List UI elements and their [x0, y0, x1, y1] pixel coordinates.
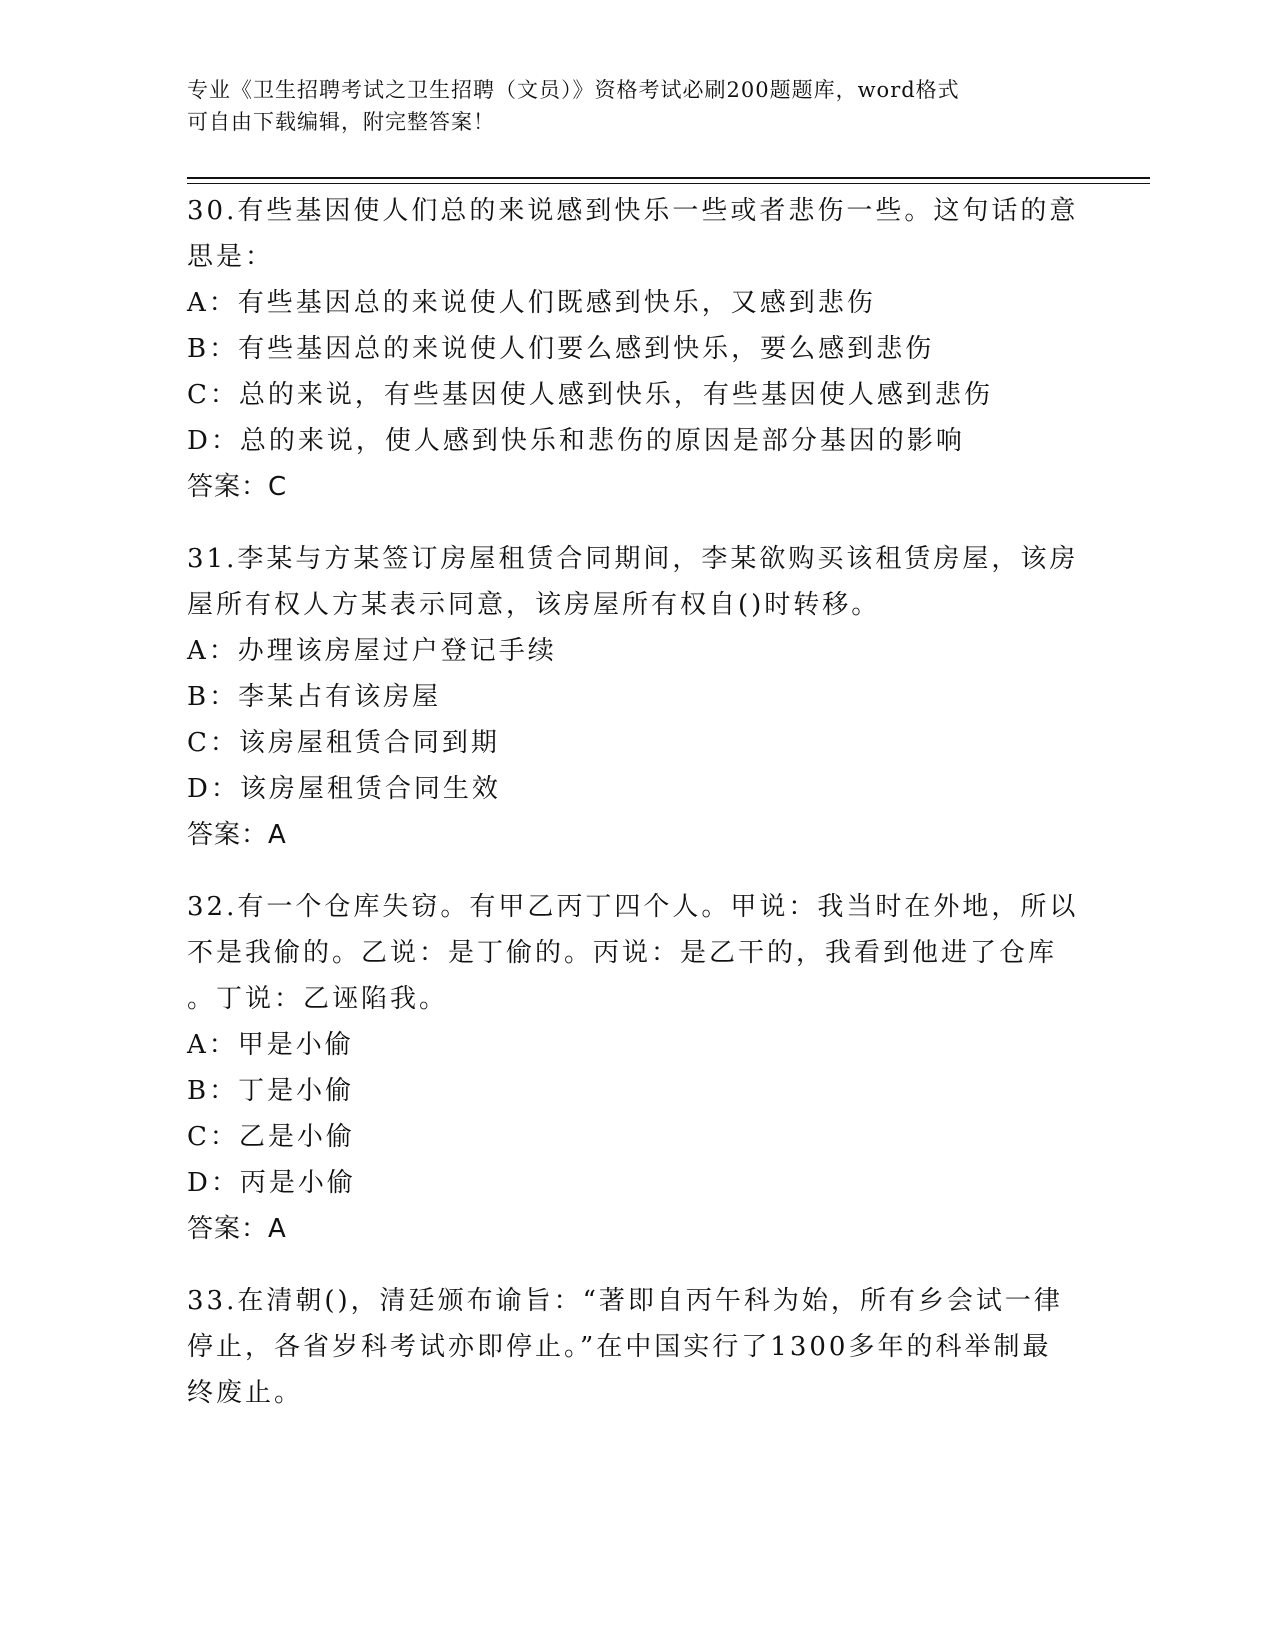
question-stem-line: 思是：	[187, 242, 275, 272]
answer-key: 答案：A	[187, 1214, 287, 1244]
question-stem-line: 。丁说：乙诬陷我。	[187, 984, 449, 1014]
question-item	[187, 884, 1087, 1252]
answer-option: A：办理该房屋过户登记手续	[187, 636, 557, 666]
document-header	[187, 74, 1067, 138]
answer-option: A：有些基因总的来说使人们既感到快乐，又感到悲伤	[187, 288, 876, 318]
answer-option: B：有些基因总的来说使人们要么感到快乐，要么感到悲伤	[187, 334, 935, 364]
answer-key: 答案：A	[187, 820, 287, 850]
answer-option: C：总的来说，有些基因使人感到快乐，有些基因使人感到悲伤	[187, 380, 993, 410]
answer-option: B：李某占有该房屋	[187, 682, 442, 712]
question-stem-line: 屋所有权人方某表示同意，该房屋所有权自()时转移。	[187, 590, 881, 620]
question-stem-line: 32.有一个仓库失窃。有甲乙丙丁四个人。甲说：我当时在外地，所以	[187, 892, 1079, 922]
question-item	[187, 188, 1087, 510]
question-list	[187, 188, 1087, 1442]
answer-option: D：丙是小偷	[187, 1168, 356, 1198]
question-item	[187, 1278, 1087, 1416]
header-divider-thick	[187, 177, 1150, 179]
question-stem-line: 不是我偷的。乙说：是丁偷的。丙说：是乙干的，我看到他进了仓库	[187, 938, 1058, 968]
question-stem-line: 31.李某与方某签订房屋租赁合同期间，李某欲购买该租赁房屋，该房	[187, 544, 1079, 574]
question-stem-line: 终废止。	[187, 1378, 304, 1408]
header-line-2: 可自由下载编辑，附完整答案！	[187, 110, 495, 134]
header-divider-thin	[187, 183, 1150, 184]
answer-option: C：乙是小偷	[187, 1122, 355, 1152]
header-line-1: 专业《卫生招聘考试之卫生招聘（文员）》资格考试必刷200题题库，word格式	[187, 78, 960, 102]
answer-key: 答案：C	[187, 472, 288, 502]
question-stem-line: 33.在清朝()，清廷颁布谕旨：“著即自丙午科为始，所有乡会试一律	[187, 1286, 1063, 1316]
answer-option: B：丁是小偷	[187, 1076, 355, 1106]
question-item	[187, 536, 1087, 858]
question-stem-line: 30.有些基因使人们总的来说感到快乐一些或者悲伤一些。这句话的意	[187, 196, 1079, 226]
answer-option: D：该房屋租赁合同生效	[187, 774, 501, 804]
answer-option: D：总的来说，使人感到快乐和悲伤的原因是部分基因的影响	[187, 426, 965, 456]
answer-option: A：甲是小偷	[187, 1030, 354, 1060]
question-stem-line: 停止，各省岁科考试亦即停止。”在中国实行了1300多年的科举制最	[187, 1332, 1052, 1362]
answer-option: C：该房屋租赁合同到期	[187, 728, 500, 758]
